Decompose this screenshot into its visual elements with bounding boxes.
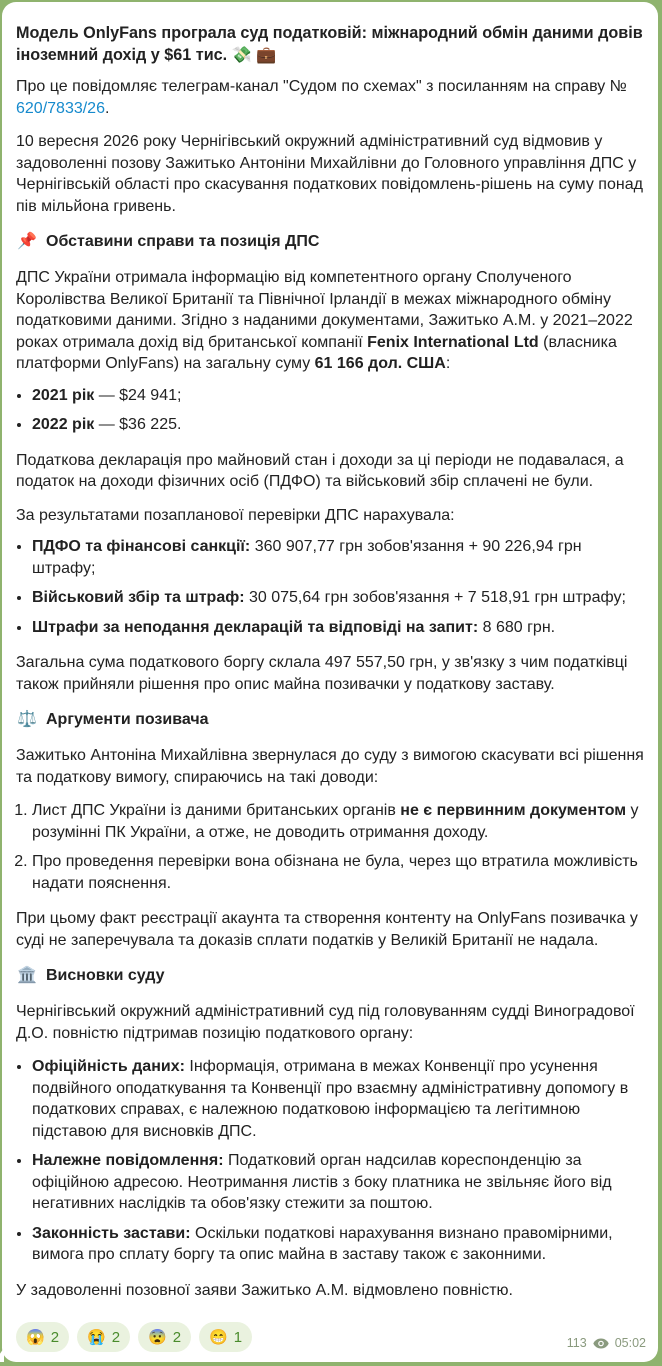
pushpin-icon: 📌: [17, 233, 37, 250]
results-paragraph: За результатами позапланової перевірки ДПС нарахувала:: [16, 506, 455, 524]
message-bubble: [2, 2, 658, 1362]
conclusions-list: [16, 1056, 644, 1266]
argument-text: Лист ДПС України із даними британських органів: [32, 802, 401, 819]
source-end: .: [104, 99, 110, 117]
dps-text-2: (власника платформи OnlyFans) на загальну суму: [16, 333, 617, 372]
income-value: — $36 225.: [94, 416, 182, 433]
scream-emoji-icon: 😱: [26, 1329, 45, 1346]
charges-list: [16, 536, 644, 638]
source-paragraph: [16, 76, 644, 119]
total-income: 61 166 дол. США: [314, 355, 446, 372]
dps-text-1: ДПС України отримала інформацію від компетентного органу Сполученого Королівства Великої Британії та Північної Ірландії в межах міжнародного обміну податковими даними. Згідно з наданими документами, Зажитько А.М. у 2021–2022 роках отримала дохід від британської компанії: [16, 269, 633, 351]
charge-label: Штрафи за неподання декларацій та відповіді на запит:: [32, 618, 479, 636]
grin-emoji-icon: 😁: [209, 1329, 228, 1346]
charge-text: 360 907,77 грн зобов'язання + 90 226,94 грн штрафу;: [32, 538, 582, 577]
total-paragraph: Загальна сума податкового боргу склала 497 557,50 грн, у зв'язку з чим податківці також прийняли рішення про опис майна позивачки у податкову заставу.: [16, 654, 628, 693]
conclusion-text: Інформація, отримана в межах Конвенції про усунення подвійного оподаткування та Конвенції про взаємну адміністративну допомогу в податкових справах, є належною податковою інформацією та легітимною підставою для висновків ДПС.: [32, 1058, 629, 1140]
income-year: 2021 рік: [32, 386, 95, 404]
list-item: [32, 617, 644, 639]
dps-paragraph: [16, 267, 644, 375]
conclusion-text: Оскільки податкові нарахування визнано правомірними, вимога про сплату боргу та опис майна в заставу також є законними.: [32, 1224, 613, 1263]
argument-text: Про проведення перевірки вона обізнана не була, через що втратила можливість надати пояснення.: [32, 853, 638, 892]
list-item: [32, 851, 644, 894]
list-item: [32, 800, 644, 843]
court-paragraph: Чернігівський окружний адміністративний суд під головуванням судді Виноградової Д.О. повністю підтримав позицію податкового органу:: [16, 1003, 635, 1042]
argument-text: у розумінні ПК України, а отже, не доводить отримання доходу.: [32, 802, 639, 841]
reaction-count: 2: [111, 1328, 121, 1346]
reaction-count: 2: [172, 1328, 182, 1346]
case-link[interactable]: 620/7833/26: [16, 99, 105, 117]
charge-text: 8 680 грн.: [478, 618, 556, 636]
scales-icon: ⚖️: [17, 711, 37, 728]
section-heading-circumstances: [16, 231, 644, 253]
declaration-paragraph: Податкова декларація про майновий стан і доходи за ці періоди не подавалася, а податок на доходи фізичних осіб (ПДФО) та військовий збір сплачені не були.: [16, 451, 624, 490]
reaction-count: 2: [50, 1328, 60, 1346]
conclusion-label: Законність застави:: [32, 1224, 191, 1242]
reaction-grin[interactable]: [199, 1322, 252, 1352]
conclusion-label: Офіційність даних:: [32, 1058, 185, 1075]
list-item: [32, 1223, 644, 1266]
section-heading-arguments: [16, 709, 644, 731]
view-count: 113: [566, 1336, 587, 1350]
section-title: Аргументи позивача: [46, 711, 209, 728]
list-item: [32, 1150, 644, 1215]
reaction-count: 1: [233, 1328, 243, 1346]
source-intro: Про це повідомляє телеграм-канал "Судом по схемах" з посиланням на справу №: [16, 78, 627, 95]
section-title: Висновки суду: [46, 967, 165, 984]
eye-icon: [593, 1338, 609, 1349]
arguments-list: [16, 800, 644, 894]
crying-emoji-icon: 😭: [87, 1329, 106, 1346]
final-paragraph: У задоволенні позовної заяви Зажитько А.М. відмовлено повністю.: [16, 1281, 513, 1299]
company-name: Fenix International Ltd: [367, 333, 539, 351]
income-year: 2022 рік: [32, 416, 95, 433]
classical-building-icon: 🏛️: [17, 967, 37, 984]
conclusion-text: Податковий орган надсилав кореспонденцію за офіційною адресою. Неотримання листів з боку платника не звільняє його від негативних наслідків та обов'язку стежити за поштою.: [32, 1152, 612, 1212]
charge-label: Військовий збір та штраф:: [32, 589, 245, 606]
charge-label: ПДФО та фінансові санкції:: [32, 538, 251, 555]
argument-bold: не є первинним документом: [400, 802, 627, 819]
charge-text: 30 075,64 грн зобов'язання + 7 518,91 грн штрафу;: [244, 589, 626, 606]
income-list: [16, 385, 644, 436]
dps-text-3: :: [445, 355, 451, 372]
list-item: [32, 1056, 644, 1142]
list-item: [32, 536, 644, 579]
section-heading-conclusions: [16, 965, 644, 987]
plaintiff-paragraph: Зажитько Антоніна Михайлівна звернулася до суду з вимогою скасувати всі рішення та податкову вимогу, спираючись на такі доводи:: [16, 747, 644, 786]
list-item: [32, 385, 644, 407]
reaction-fearful[interactable]: [138, 1322, 191, 1352]
bubble-tail: [0, 1348, 4, 1362]
message-title: Модель OnlyFans програла суд податковій: міжнародний обмін даними довів іноземний дохід у $61 тис. 💸 💼: [16, 24, 643, 64]
list-item: [32, 414, 644, 436]
reaction-cry[interactable]: [77, 1322, 130, 1352]
decision-paragraph: 10 вересня 2026 року Чернігівський окружний адміністративний суд відмовив у задоволенні позову Зажитько Антоніни Михайлівни до Головного управління ДПС у Чернігівській області про скасування податкових повідомлень-рішень на суму понад пів мільйона гривень.: [16, 133, 643, 215]
conclusion-label: Належне повідомлення:: [32, 1152, 224, 1169]
fact-paragraph: При цьому факт реєстрації акаунта та створення контенту на OnlyFans позивачка у суді не заперечувала та доказів сплати податків у Великій Британії не надала.: [16, 910, 638, 949]
income-value: — $24 941;: [94, 386, 182, 404]
message-time: 05:02: [614, 1336, 646, 1350]
reaction-scream[interactable]: [16, 1322, 69, 1352]
section-title: Обставини справи та позиція ДПС: [46, 233, 320, 250]
message-meta: [567, 1336, 646, 1350]
list-item: [32, 587, 644, 609]
reactions-bar: [16, 1322, 252, 1352]
fearful-emoji-icon: 😨: [148, 1329, 167, 1346]
